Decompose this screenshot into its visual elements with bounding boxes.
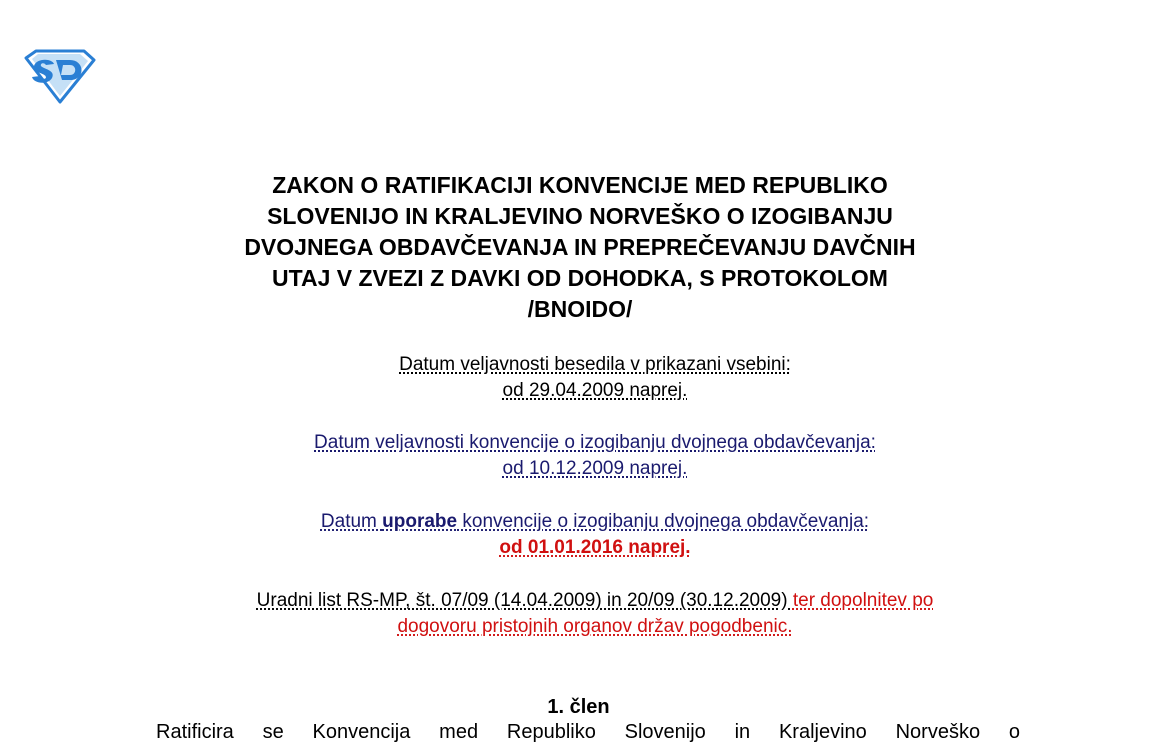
gazette-block bbox=[100, 588, 1090, 640]
convention-use-label-suffix: konvencije o izogibanju dvojnega obdavčevanja: bbox=[457, 511, 870, 532]
convention-validity-link[interactable]: Datum veljavnosti konvencije o izogibanju dvojnega obdavčevanja: bbox=[314, 432, 876, 453]
title-line: DVOJNEGA OBDAVČEVANJA IN PREPREČEVANJU DAVČNIH bbox=[244, 234, 916, 260]
title-line: ZAKON O RATIFIKACIJI KONVENCIJE MED REPUBLIKO bbox=[272, 172, 888, 198]
gazette-amendment[interactable]: ter dopolnitev po bbox=[792, 590, 934, 611]
gazette-reference[interactable]: Uradni list RS-MP, št. 07/09 (14.04.2009) in 20/09 (30.12.2009) bbox=[256, 590, 793, 611]
title-line: UTAJ V ZVEZI Z DAVKI OD DOHODKA, S PROTOKOLOM bbox=[272, 265, 888, 291]
text-validity-label: Datum veljavnosti besedila v prikazani vsebini: bbox=[399, 354, 791, 375]
convention-use-label-bold: uporabe bbox=[382, 511, 458, 532]
title-line: SLOVENIJO IN KRALJEVINO NORVEŠKO O IZOGIBANJU bbox=[267, 203, 893, 229]
convention-validity-block bbox=[100, 430, 1090, 482]
text-validity-date: od 29.04.2009 naprej. bbox=[502, 380, 688, 401]
convention-use-date[interactable]: od 01.01.2016 naprej. bbox=[499, 537, 691, 558]
title-line: /BNOIDO/ bbox=[527, 296, 633, 322]
article-heading: 1. člen bbox=[547, 696, 610, 718]
convention-validity-date[interactable]: od 10.12.2009 naprej. bbox=[502, 458, 688, 479]
convention-use-label-prefix: Datum bbox=[320, 511, 383, 532]
logo-icon bbox=[22, 48, 96, 104]
convention-use-block bbox=[100, 509, 1090, 561]
article-body: Ratificira se Konvencija med Republiko Slovenijo in Kraljevino Norveško o bbox=[156, 721, 1020, 743]
document-title bbox=[150, 170, 1010, 325]
gazette-amendment-continued[interactable]: dogovoru pristojnih organov držav pogodbenic. bbox=[397, 616, 793, 637]
text-validity-block bbox=[100, 352, 1090, 404]
convention-use-link[interactable] bbox=[321, 511, 869, 532]
